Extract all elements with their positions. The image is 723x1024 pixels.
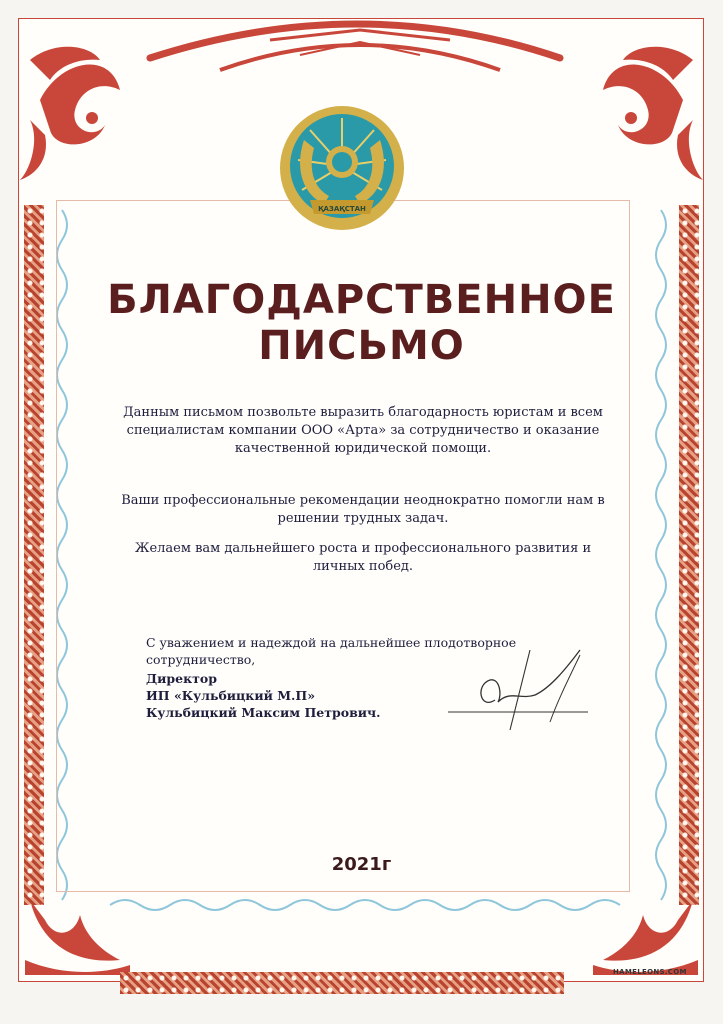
document-title-line1: БЛАГОДАРСТВЕННОЕ <box>107 277 616 323</box>
signer-role: Директор <box>146 671 217 686</box>
paragraph-recommendations: Ваши профессиональные рекомендации неоднократно помогли нам в решении трудных задач. <box>121 493 605 526</box>
corner-ornament-bottom-left <box>25 900 130 975</box>
signer-company: ИП «Кульбицкий М.П» <box>146 688 316 703</box>
watermark: HAMELEONS.COM <box>613 968 687 976</box>
frame-band-bottom <box>120 972 564 994</box>
signature-icon <box>440 640 610 740</box>
paragraph-wishes: Желаем вам дальнейшего роста и профессионального развития и личных побед. <box>134 541 592 574</box>
corner-ornament-bottom-right <box>593 900 698 975</box>
closing-text: С уважением и надеждой на дальнейшее плодотворное сотрудничество, <box>146 635 517 667</box>
paragraph-gratitude: Данным письмом позвольте выразить благодарность юристам и всем специалистам компании ООО «Арта» за сотрудничество и оказание качественной юридической помощи. <box>123 405 603 456</box>
emblem-text: ҚАЗАҚСТАН <box>318 205 366 213</box>
corner-ornament-top-right <box>603 47 703 180</box>
document-year: 2021г <box>331 854 392 875</box>
signer-name: Кульбицкий Максим Петрович. <box>146 705 381 720</box>
kazakhstan-emblem-icon <box>274 100 410 236</box>
corner-ornament-top-left <box>20 47 120 180</box>
document-title-line2: ПИСЬМО <box>258 323 465 369</box>
